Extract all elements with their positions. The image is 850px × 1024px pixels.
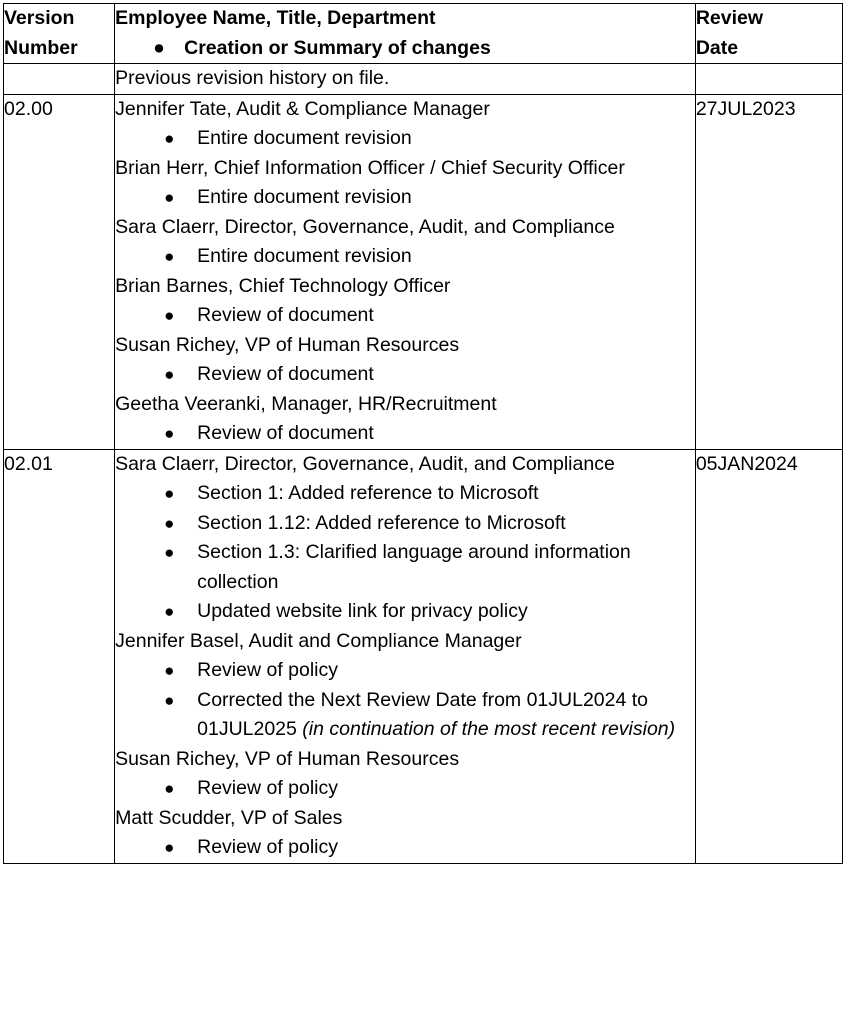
change-bullet-text: Review of document bbox=[197, 422, 374, 444]
change-bullet-item bbox=[115, 774, 695, 804]
bullet-icon: ● bbox=[164, 247, 175, 266]
person-line: Brian Herr, Chief Information Officer / Chief Security Officer bbox=[115, 156, 625, 179]
person-line: Sara Claerr, Director, Governance, Audit, and Compliance bbox=[115, 452, 615, 475]
revision-history-table bbox=[3, 3, 843, 864]
change-bullet-item bbox=[115, 183, 695, 213]
bullet-icon: ● bbox=[164, 129, 175, 148]
change-bullet-item bbox=[115, 419, 695, 449]
header-detail-bullet-text: Creation or Summary of changes bbox=[184, 36, 491, 59]
change-bullet-text: Entire document revision bbox=[197, 245, 412, 267]
bullet-icon: ● bbox=[164, 838, 175, 857]
header-review-date bbox=[695, 4, 842, 64]
change-bullet-text: Review of document bbox=[197, 363, 374, 385]
revision-details bbox=[115, 449, 696, 863]
version-number-value: 02.01 bbox=[4, 449, 115, 863]
change-bullet-text: Section 1.3: Clarified language around information collection bbox=[197, 541, 631, 593]
bullet-icon: ● bbox=[164, 365, 175, 384]
change-bullet-item bbox=[115, 833, 695, 863]
bullet-icon: ● bbox=[164, 484, 175, 503]
bullet-icon: ● bbox=[164, 513, 175, 533]
bullet-icon: ● bbox=[164, 543, 175, 562]
bullet-icon: ● bbox=[164, 602, 175, 621]
change-bullet-item bbox=[115, 479, 695, 509]
review-date-value: 05JAN2024 bbox=[695, 449, 842, 863]
change-bullet-item bbox=[115, 538, 695, 597]
change-bullet-italic-note: (in continuation of the most recent revision) bbox=[302, 718, 676, 740]
change-bullet-item bbox=[115, 124, 695, 154]
change-bullet-item bbox=[115, 242, 695, 272]
change-bullet-text: Review of policy bbox=[197, 836, 339, 858]
change-bullet-text: Entire document revision bbox=[197, 186, 412, 208]
change-bullet-item bbox=[115, 360, 695, 390]
change-bullet-text: Updated website link for privacy policy bbox=[197, 600, 528, 622]
person-line: Brian Barnes, Chief Technology Officer bbox=[115, 274, 451, 297]
change-bullet-text: Review of document bbox=[197, 304, 374, 326]
person-line: Jennifer Basel, Audit and Compliance Manager bbox=[115, 629, 522, 652]
review-date-value: 27JUL2023 bbox=[695, 94, 842, 449]
header-employee-detail bbox=[115, 4, 696, 64]
change-bullet-text: Review of policy bbox=[197, 659, 339, 681]
bullet-icon: ● bbox=[164, 779, 175, 798]
change-bullet-text: Corrected the Next Review Date from 01JUL2024 to 01JUL2025 bbox=[197, 688, 649, 740]
revision-details bbox=[115, 94, 696, 449]
change-bullet-item bbox=[115, 509, 695, 539]
change-bullet-text: Section 1.12: Added reference to Microsoft bbox=[197, 511, 566, 534]
person-line: Geetha Veeranki, Manager, HR/Recruitment bbox=[115, 392, 497, 415]
person-line: Susan Richey, VP of Human Resources bbox=[115, 333, 460, 356]
change-bullet-item bbox=[115, 656, 695, 686]
change-bullet-item bbox=[115, 597, 695, 627]
header-review-line1: Review bbox=[695, 7, 764, 29]
bullet-icon: ● bbox=[164, 661, 175, 680]
previous-history-date-cell bbox=[695, 64, 842, 95]
header-version-number bbox=[4, 4, 115, 64]
person-line: Susan Richey, VP of Human Resources bbox=[115, 747, 460, 770]
change-bullet-text: Section 1: Added reference to Microsoft bbox=[197, 482, 539, 504]
header-detail-bullet-line bbox=[115, 34, 695, 64]
person-line: Matt Scudder, VP of Sales bbox=[115, 806, 343, 829]
previous-history-version-cell bbox=[4, 64, 115, 95]
header-version-line2: Number bbox=[4, 36, 78, 59]
header-review-line2: Date bbox=[695, 36, 739, 59]
header-detail-title: Employee Name, Title, Department bbox=[115, 7, 436, 29]
bullet-icon: ● bbox=[164, 424, 175, 443]
previous-history-note: Previous revision history on file. bbox=[115, 64, 696, 95]
version-number-value: 02.00 bbox=[4, 94, 115, 449]
person-line: Jennifer Tate, Audit & Compliance Manager bbox=[115, 97, 490, 120]
table-header-row bbox=[4, 4, 843, 64]
change-bullet-item bbox=[115, 686, 695, 745]
header-version-line1: Version bbox=[4, 7, 75, 29]
bullet-icon: ● bbox=[164, 188, 175, 207]
table-row bbox=[4, 94, 843, 449]
bullet-icon: ● bbox=[164, 306, 175, 325]
person-line: Sara Claerr, Director, Governance, Audit, and Compliance bbox=[115, 215, 615, 238]
change-bullet-text: Review of policy bbox=[197, 777, 339, 799]
change-bullet-item bbox=[115, 301, 695, 331]
previous-history-row bbox=[4, 64, 843, 95]
bullet-icon: ● bbox=[164, 690, 175, 710]
change-bullet-text: Entire document revision bbox=[197, 127, 412, 149]
table-row bbox=[4, 449, 843, 863]
bullet-icon: ● bbox=[153, 36, 165, 59]
